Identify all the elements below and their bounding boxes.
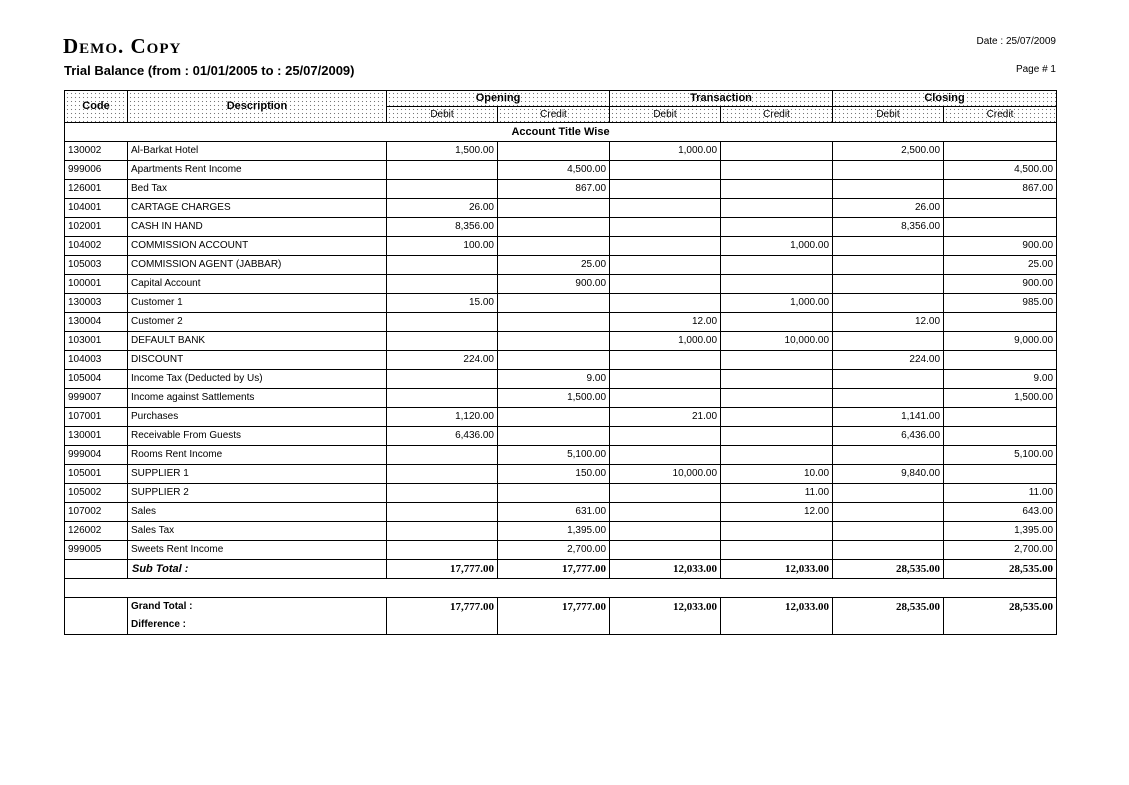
- closing-credit: 643.00: [944, 503, 1057, 522]
- account-code: 999007: [65, 389, 128, 408]
- opening-debit: [387, 541, 498, 560]
- account-description: Al-Barkat Hotel: [128, 142, 387, 161]
- closing-credit: [944, 408, 1057, 427]
- transaction-credit: 11.00: [721, 484, 833, 503]
- opening-debit: 224.00: [387, 351, 498, 370]
- opening-debit: [387, 503, 498, 522]
- table-row: [65, 408, 1057, 427]
- closing-credit: [944, 313, 1057, 332]
- transaction-debit-header: Debit: [610, 107, 721, 123]
- closing-credit: 11.00: [944, 484, 1057, 503]
- opening-debit-header: Debit: [387, 107, 498, 123]
- closing-credit: 985.00: [944, 294, 1057, 313]
- transaction-credit: [721, 275, 833, 294]
- transaction-credit: [721, 427, 833, 446]
- transaction-credit: [721, 180, 833, 199]
- opening-credit: 4,500.00: [498, 161, 610, 180]
- section-title: Account Title Wise: [65, 123, 1057, 142]
- account-description: Sweets Rent Income: [128, 541, 387, 560]
- transaction-credit: [721, 370, 833, 389]
- account-code: 999005: [65, 541, 128, 560]
- transaction-debit: [610, 389, 721, 408]
- transaction-debit: [610, 237, 721, 256]
- table-row: [65, 332, 1057, 351]
- closing-debit: 26.00: [833, 199, 944, 218]
- transaction-debit: [610, 161, 721, 180]
- opening-header: Opening: [387, 91, 610, 107]
- opening-credit: 5,100.00: [498, 446, 610, 465]
- account-code: 130003: [65, 294, 128, 313]
- table-row: [65, 541, 1057, 560]
- opening-debit: 8,356.00: [387, 218, 498, 237]
- account-code: 105002: [65, 484, 128, 503]
- description-header: Description: [128, 91, 387, 123]
- transaction-credit: [721, 446, 833, 465]
- closing-debit: 9,840.00: [833, 465, 944, 484]
- account-description: COMMISSION ACCOUNT: [128, 237, 387, 256]
- subtotal-transaction-credit: 12,033.00: [721, 560, 833, 579]
- subtotal-closing-debit: 28,535.00: [833, 560, 944, 579]
- account-description: DEFAULT BANK: [128, 332, 387, 351]
- closing-credit: [944, 465, 1057, 484]
- transaction-credit: [721, 142, 833, 161]
- account-code: 104002: [65, 237, 128, 256]
- account-code: 107001: [65, 408, 128, 427]
- opening-credit: [498, 294, 610, 313]
- account-code: 107002: [65, 503, 128, 522]
- closing-debit: [833, 161, 944, 180]
- account-description: Capital Account: [128, 275, 387, 294]
- closing-debit: [833, 332, 944, 351]
- transaction-debit: [610, 351, 721, 370]
- transaction-credit: 1,000.00: [721, 237, 833, 256]
- transaction-debit: [610, 522, 721, 541]
- transaction-credit: [721, 313, 833, 332]
- table-row: [65, 237, 1057, 256]
- opening-credit: 25.00: [498, 256, 610, 275]
- opening-credit: [498, 351, 610, 370]
- table-row: [65, 199, 1057, 218]
- table-row: [65, 218, 1057, 237]
- difference-label: Difference :: [131, 619, 187, 630]
- table-row: [65, 370, 1057, 389]
- closing-credit: 5,100.00: [944, 446, 1057, 465]
- account-description: COMMISSION AGENT (JABBAR): [128, 256, 387, 275]
- transaction-credit: [721, 351, 833, 370]
- account-code: 105003: [65, 256, 128, 275]
- transaction-credit: 12.00: [721, 503, 833, 522]
- closing-debit: [833, 370, 944, 389]
- subtotal-closing-credit: 28,535.00: [944, 560, 1057, 579]
- opening-debit: [387, 465, 498, 484]
- opening-debit: [387, 313, 498, 332]
- account-code: 104001: [65, 199, 128, 218]
- report-title: Trial Balance (from : 01/01/2005 to : 25/07/2009): [64, 63, 355, 78]
- table-row: [65, 427, 1057, 446]
- page-number: Page # 1: [1015, 64, 1056, 75]
- transaction-debit: [610, 484, 721, 503]
- closing-credit: 900.00: [944, 275, 1057, 294]
- transaction-credit: [721, 161, 833, 180]
- closing-debit: 224.00: [833, 351, 944, 370]
- table-row: [65, 446, 1057, 465]
- grand-transaction-debit: 12,033.00: [610, 598, 721, 635]
- code-header: Code: [65, 91, 128, 123]
- opening-debit: 1,120.00: [387, 408, 498, 427]
- table-row: [65, 351, 1057, 370]
- closing-debit-header: Debit: [833, 107, 944, 123]
- closing-debit: [833, 484, 944, 503]
- transaction-credit: [721, 218, 833, 237]
- table-row: [65, 256, 1057, 275]
- opening-credit: 150.00: [498, 465, 610, 484]
- account-description: Rooms Rent Income: [128, 446, 387, 465]
- transaction-debit: [610, 180, 721, 199]
- account-code: 104003: [65, 351, 128, 370]
- opening-debit: [387, 161, 498, 180]
- opening-credit: 900.00: [498, 275, 610, 294]
- opening-credit: [498, 313, 610, 332]
- table-row: [65, 142, 1057, 161]
- opening-credit: 1,395.00: [498, 522, 610, 541]
- table-row: [65, 522, 1057, 541]
- account-description: SUPPLIER 2: [128, 484, 387, 503]
- grand-total-row: [65, 598, 1057, 635]
- transaction-debit: [610, 218, 721, 237]
- trial-balance-table: [64, 90, 1057, 635]
- account-description: Bed Tax: [128, 180, 387, 199]
- closing-debit: [833, 446, 944, 465]
- transaction-header: Transaction: [610, 91, 833, 107]
- opening-credit: 9.00: [498, 370, 610, 389]
- opening-credit: 1,500.00: [498, 389, 610, 408]
- table-row: [65, 294, 1057, 313]
- opening-debit: 1,500.00: [387, 142, 498, 161]
- closing-debit: 8,356.00: [833, 218, 944, 237]
- transaction-debit: 21.00: [610, 408, 721, 427]
- opening-debit: [387, 275, 498, 294]
- account-code: 999004: [65, 446, 128, 465]
- closing-debit: 12.00: [833, 313, 944, 332]
- transaction-debit: [610, 541, 721, 560]
- account-code: 100001: [65, 275, 128, 294]
- closing-debit: 6,436.00: [833, 427, 944, 446]
- account-code: 130002: [65, 142, 128, 161]
- table-row: [65, 275, 1057, 294]
- closing-credit: 25.00: [944, 256, 1057, 275]
- account-description: Income Tax (Deducted by Us): [128, 370, 387, 389]
- table-row: [65, 180, 1057, 199]
- transaction-credit: 1,000.00: [721, 294, 833, 313]
- transaction-debit: 1,000.00: [610, 142, 721, 161]
- account-code: 130004: [65, 313, 128, 332]
- opening-debit: [387, 256, 498, 275]
- opening-credit: [498, 218, 610, 237]
- opening-debit: [387, 522, 498, 541]
- account-description: CARTAGE CHARGES: [128, 199, 387, 218]
- transaction-debit: [610, 199, 721, 218]
- opening-credit: 2,700.00: [498, 541, 610, 560]
- transaction-credit: [721, 389, 833, 408]
- closing-debit: [833, 275, 944, 294]
- grand-transaction-credit: 12,033.00: [721, 598, 833, 635]
- opening-debit: 6,436.00: [387, 427, 498, 446]
- opening-debit: [387, 370, 498, 389]
- grand-closing-debit: 28,535.00: [833, 598, 944, 635]
- account-code: 130001: [65, 427, 128, 446]
- opening-credit: [498, 142, 610, 161]
- transaction-debit: 1,000.00: [610, 332, 721, 351]
- opening-credit: [498, 408, 610, 427]
- closing-debit: [833, 180, 944, 199]
- closing-debit: [833, 294, 944, 313]
- table-row: [65, 465, 1057, 484]
- opening-debit: 15.00: [387, 294, 498, 313]
- closing-debit: [833, 389, 944, 408]
- account-code: 126001: [65, 180, 128, 199]
- closing-credit: 2,700.00: [944, 541, 1057, 560]
- opening-debit: [387, 389, 498, 408]
- opening-credit: 867.00: [498, 180, 610, 199]
- subtotal-row: [65, 560, 1057, 579]
- transaction-credit: [721, 541, 833, 560]
- transaction-debit: [610, 294, 721, 313]
- opening-debit: [387, 484, 498, 503]
- closing-credit: [944, 427, 1057, 446]
- closing-credit: 4,500.00: [944, 161, 1057, 180]
- closing-credit: 1,395.00: [944, 522, 1057, 541]
- grand-opening-credit: 17,777.00: [498, 598, 610, 635]
- account-description: Customer 2: [128, 313, 387, 332]
- closing-credit: 1,500.00: [944, 389, 1057, 408]
- table-row: [65, 503, 1057, 522]
- closing-debit: [833, 522, 944, 541]
- transaction-debit: [610, 275, 721, 294]
- account-code: 102001: [65, 218, 128, 237]
- transaction-credit: [721, 408, 833, 427]
- transaction-credit: [721, 522, 833, 541]
- closing-credit: 9.00: [944, 370, 1057, 389]
- account-code: 105004: [65, 370, 128, 389]
- closing-debit: 2,500.00: [833, 142, 944, 161]
- account-description: SUPPLIER 1: [128, 465, 387, 484]
- closing-credit: 867.00: [944, 180, 1057, 199]
- company-name: Demo. Copy: [63, 34, 182, 58]
- subtotal-opening-debit: 17,777.00: [387, 560, 498, 579]
- transaction-debit: [610, 446, 721, 465]
- table-row: [65, 313, 1057, 332]
- account-description: Purchases: [128, 408, 387, 427]
- opening-debit: [387, 332, 498, 351]
- account-code: 105001: [65, 465, 128, 484]
- opening-credit: [498, 484, 610, 503]
- account-description: Apartments Rent Income: [128, 161, 387, 180]
- subtotal-label: Sub Total :: [128, 560, 387, 579]
- opening-credit: 631.00: [498, 503, 610, 522]
- table-row: [65, 484, 1057, 503]
- subtotal-transaction-debit: 12,033.00: [610, 560, 721, 579]
- report-date: Date : 25/07/2009: [976, 36, 1056, 47]
- closing-credit-header: Credit: [944, 107, 1057, 123]
- transaction-debit: 10,000.00: [610, 465, 721, 484]
- account-code: 999006: [65, 161, 128, 180]
- account-description: CASH IN HAND: [128, 218, 387, 237]
- account-description: Receivable From Guests: [128, 427, 387, 446]
- account-code: 126002: [65, 522, 128, 541]
- closing-credit: [944, 351, 1057, 370]
- account-description: Income against Sattlements: [128, 389, 387, 408]
- transaction-debit: [610, 427, 721, 446]
- account-description: Sales: [128, 503, 387, 522]
- closing-credit: [944, 218, 1057, 237]
- account-description: DISCOUNT: [128, 351, 387, 370]
- closing-debit: [833, 541, 944, 560]
- closing-credit: [944, 199, 1057, 218]
- opening-debit: 100.00: [387, 237, 498, 256]
- closing-debit: 1,141.00: [833, 408, 944, 427]
- transaction-debit: 12.00: [610, 313, 721, 332]
- transaction-debit: [610, 256, 721, 275]
- subtotal-opening-credit: 17,777.00: [498, 560, 610, 579]
- opening-credit: [498, 199, 610, 218]
- account-description: Customer 1: [128, 294, 387, 313]
- transaction-credit: 10,000.00: [721, 332, 833, 351]
- table-row: [65, 161, 1057, 180]
- opening-debit: 26.00: [387, 199, 498, 218]
- table-row: [65, 389, 1057, 408]
- transaction-credit: 10.00: [721, 465, 833, 484]
- closing-credit: 9,000.00: [944, 332, 1057, 351]
- closing-debit: [833, 237, 944, 256]
- opening-debit: [387, 180, 498, 199]
- opening-debit: [387, 446, 498, 465]
- closing-debit: [833, 503, 944, 522]
- opening-credit: [498, 427, 610, 446]
- opening-credit-header: Credit: [498, 107, 610, 123]
- closing-credit: [944, 142, 1057, 161]
- transaction-debit: [610, 370, 721, 389]
- grand-opening-debit: 17,777.00: [387, 598, 498, 635]
- closing-credit: 900.00: [944, 237, 1057, 256]
- transaction-credit: [721, 256, 833, 275]
- opening-credit: [498, 237, 610, 256]
- closing-debit: [833, 256, 944, 275]
- transaction-credit-header: Credit: [721, 107, 833, 123]
- closing-header: Closing: [833, 91, 1057, 107]
- transaction-credit: [721, 199, 833, 218]
- account-code: 103001: [65, 332, 128, 351]
- account-description: Sales Tax: [128, 522, 387, 541]
- opening-credit: [498, 332, 610, 351]
- grand-closing-credit: 28,535.00: [944, 598, 1057, 635]
- transaction-debit: [610, 503, 721, 522]
- grand-total-label: Grand Total :: [131, 601, 193, 612]
